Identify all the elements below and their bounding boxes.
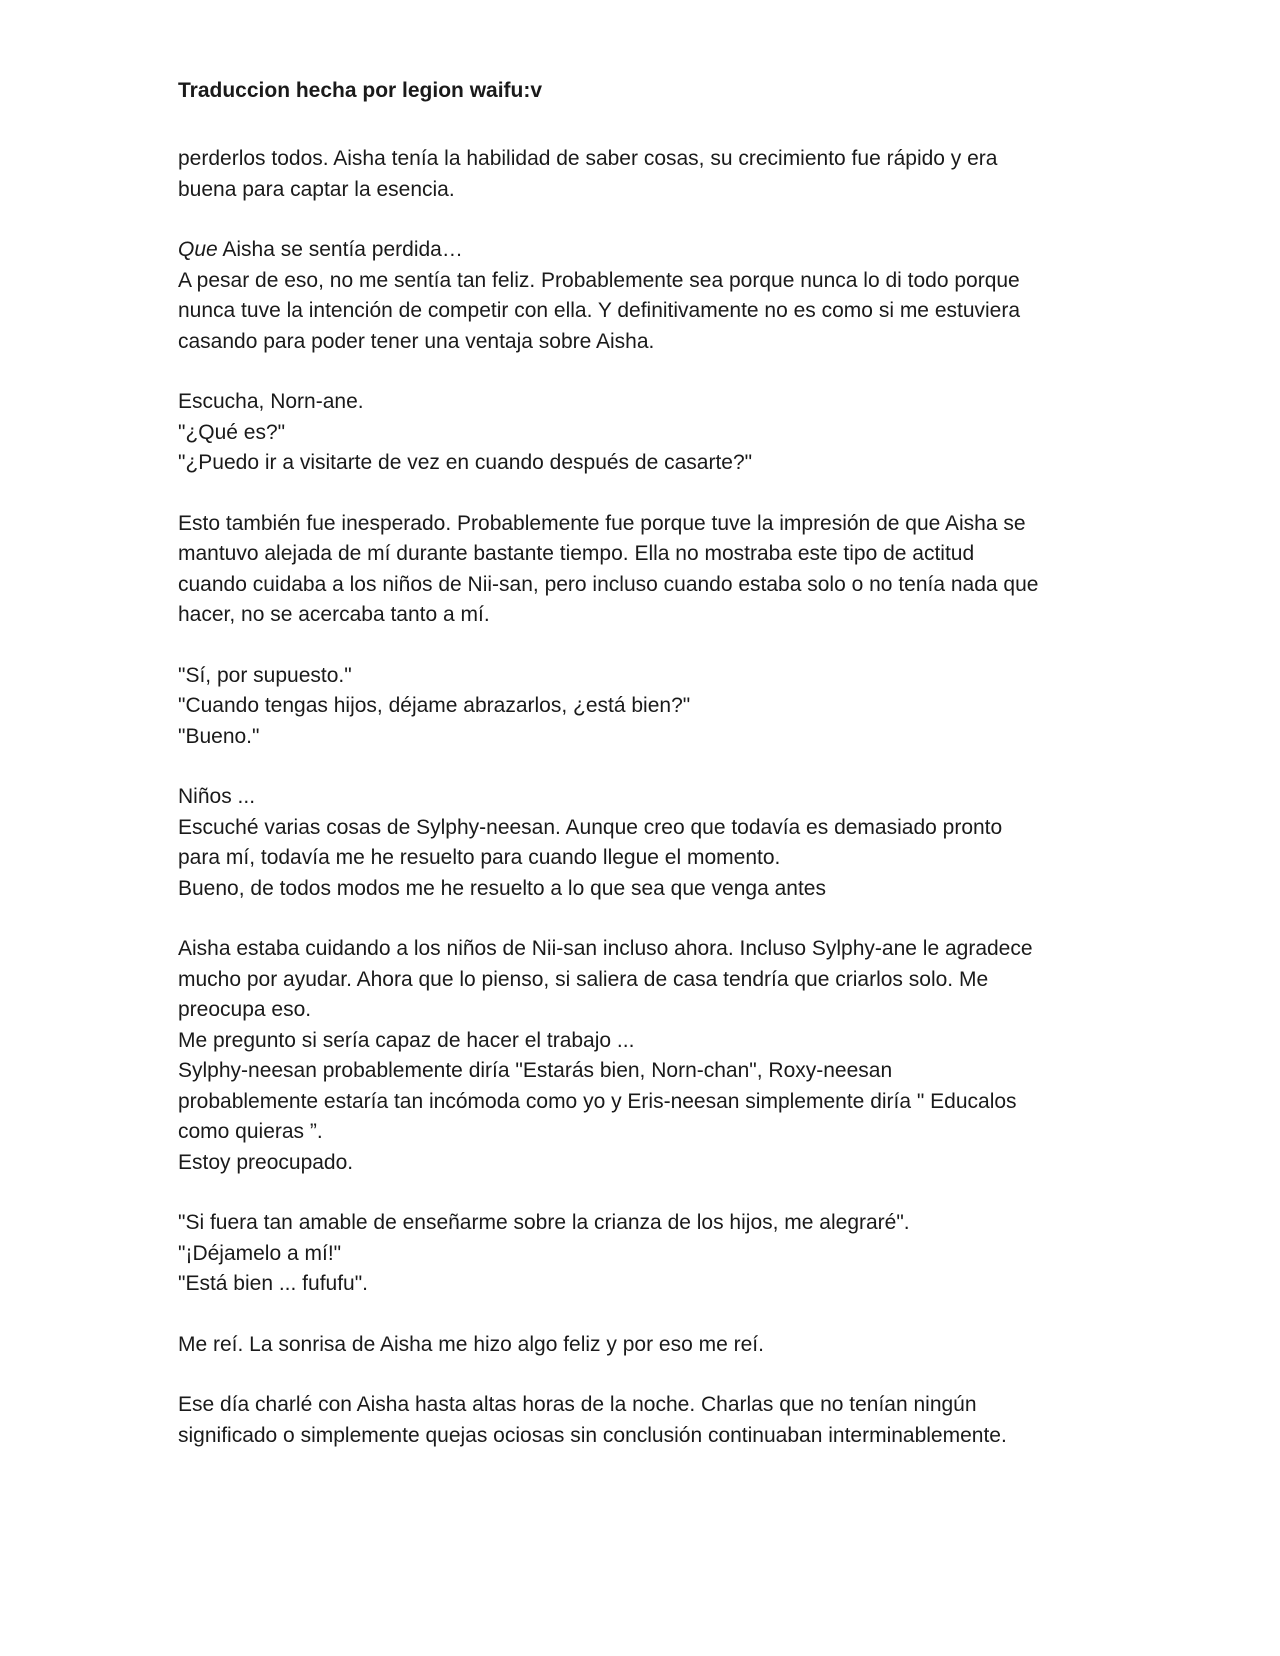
paragraph [178, 1208, 1118, 1300]
paragraph [178, 144, 1118, 205]
text-line: Bueno, de todos modos me he resuelto a lo que sea que venga antes [178, 876, 826, 900]
text-line: "Si fuera tan amable de enseñarme sobre la crianza de los hijos, me alegraré". [178, 1211, 910, 1234]
text-line [178, 235, 1118, 266]
text-line: "Está bien ... fufufu". [178, 1272, 369, 1295]
text-line: "Bueno." [178, 724, 260, 748]
text-line: Sylphy-neesan probablemente diría "Estarás bien, Norn-chan", Roxy-neesan [178, 1059, 893, 1082]
italic-word: Que [178, 238, 218, 261]
text-line-rest: Aisha se sentía perdida… [217, 238, 463, 261]
text-line: perderlos todos. Aisha tenía la habilidad de saber cosas, su crecimiento fue rápido y era [178, 147, 998, 170]
text-line: "¿Puedo ir a visitarte de vez en cuando después de casarte?" [178, 451, 753, 474]
translation-credit-header: Traduccion hecha por legion waifu:v [178, 79, 543, 102]
paragraph [178, 661, 1118, 753]
text-line: Me reí. La sonrisa de Aisha me hizo algo feliz y por eso me reí. [178, 1332, 764, 1356]
text-line: Escucha, Norn-ane. [178, 390, 364, 413]
text-line: hacer, no se acercaba tanto a mí. [178, 603, 490, 626]
text-line: Aisha estaba cuidando a los niños de Nii-san incluso ahora. Incluso Sylphy-ane le agradece [178, 937, 1033, 960]
document-body [178, 144, 1118, 1451]
text-line: para mí, todavía me he resuelto para cuando llegue el momento. [178, 846, 781, 869]
text-line: nunca tuve la intención de competir con ella. Y definitivamente no es como si me estuviera [178, 299, 1021, 322]
paragraph [178, 235, 1118, 357]
text-line: Me pregunto si sería capaz de hacer el trabajo ... [178, 1028, 635, 1052]
text-line: A pesar de eso, no me sentía tan feliz. Probablemente sea porque nunca lo di todo porque [178, 268, 1020, 292]
paragraph [178, 934, 1118, 1178]
text-line: Escuché varias cosas de Sylphy-neesan. Aunque creo que todavía es demasiado pronto [178, 815, 1003, 839]
text-line: Estoy preocupado. [178, 1150, 354, 1174]
document-page [178, 72, 1118, 1481]
text-line: probablemente estaría tan incómoda como yo y Eris-neesan simplemente diría " Educalos [178, 1089, 1017, 1113]
text-line: Ese día charlé con Aisha hasta altas horas de la noche. Charlas que no tenían ningún [178, 1393, 977, 1416]
text-line: cuando cuidaba a los niños de Nii-san, pero incluso cuando estaba solo o no tenía nada que [178, 572, 1039, 596]
text-line: "Cuando tengas hijos, déjame abrazarlos, ¿está bien?" [178, 694, 691, 717]
text-line: mucho por ayudar. Ahora que lo pienso, si saliera de casa tendría que criarlos solo. Me [178, 967, 989, 991]
text-line: Niños ... [178, 785, 256, 808]
paragraph [178, 782, 1118, 904]
paragraph [178, 1330, 1118, 1361]
text-line: significado o simplemente quejas ociosas sin conclusión continuaban interminablemente. [178, 1423, 1007, 1447]
text-line: mantuvo alejada de mí durante bastante tiempo. Ella no mostraba este tipo de actitud [178, 542, 975, 565]
text-line: preocupa eso. [178, 998, 312, 1021]
paragraph [178, 1390, 1118, 1451]
text-line: como quieras ”. [178, 1120, 323, 1143]
paragraph [178, 509, 1118, 631]
paragraph [178, 387, 1118, 479]
text-line: "¿Qué es?" [178, 420, 286, 444]
text-line: buena para captar la esencia. [178, 177, 455, 201]
text-line: casando para poder tener una ventaja sobre Aisha. [178, 329, 655, 353]
text-line: "¡Déjamelo a mí!" [178, 1241, 342, 1265]
text-line: Esto también fue inesperado. Probablemente fue porque tuve la impresión de que Aisha se [178, 511, 1026, 535]
text-line: "Sí, por supuesto." [178, 663, 352, 687]
